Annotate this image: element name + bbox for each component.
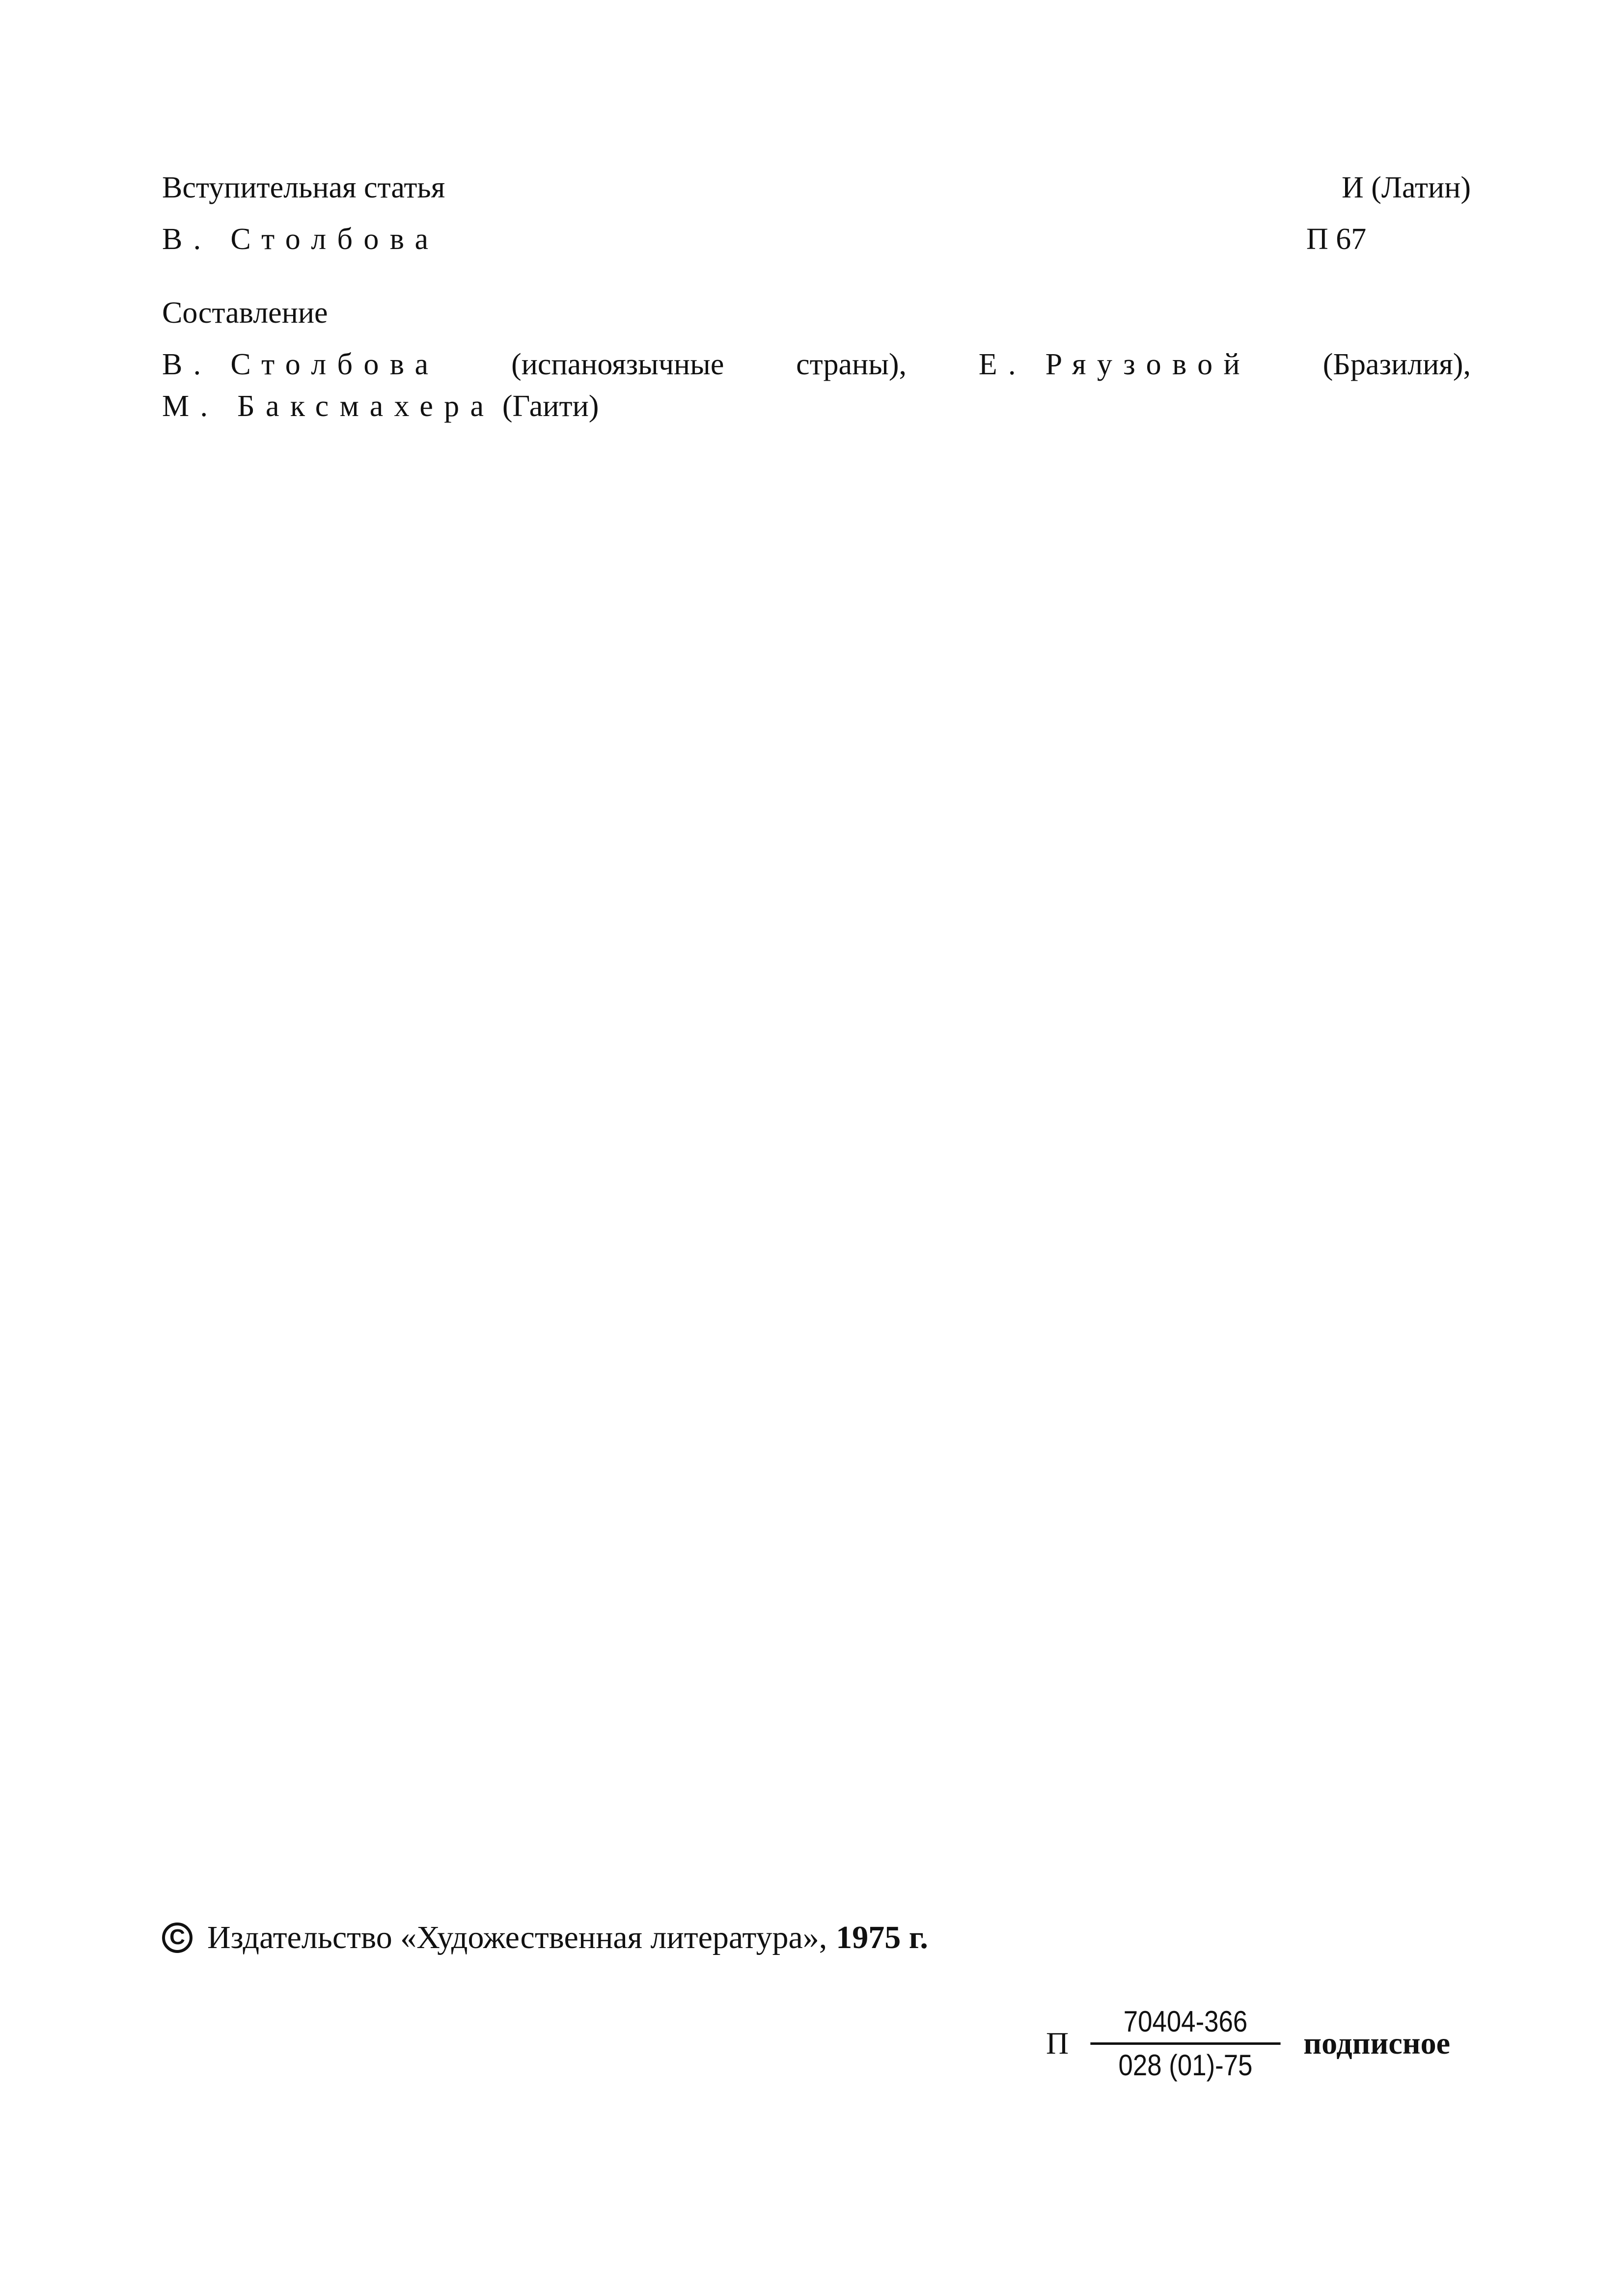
copyright-publisher: Издательство «Художественная литература», bbox=[207, 1920, 827, 1955]
intro-article-heading: Вступительная статья bbox=[162, 171, 445, 204]
classification-code: И (Латин) bbox=[1342, 171, 1471, 204]
copyright-year: 1975 г. bbox=[836, 1920, 928, 1955]
compiler-name-3: М. Баксмахера bbox=[162, 390, 495, 423]
index-numerator: 70404-366 bbox=[1123, 2005, 1248, 2038]
index-letter: П bbox=[1046, 2026, 1069, 2061]
intro-article-author: В. Столбова bbox=[162, 223, 440, 256]
compilers-line-2 bbox=[162, 388, 599, 424]
index-fraction bbox=[1091, 2004, 1281, 2083]
copyright-line bbox=[162, 1918, 928, 1957]
compiler-name-1: В. Столбова bbox=[162, 348, 440, 381]
compiler-note-1b: страны), bbox=[796, 348, 907, 381]
compilers-line-1 bbox=[162, 346, 1471, 383]
copyright-icon: C bbox=[162, 1923, 193, 1953]
publication-index-code bbox=[1046, 2004, 1450, 2083]
compiler-note-1a: (испаноязычные bbox=[511, 348, 724, 381]
classification-index: П 67 bbox=[1306, 223, 1367, 256]
compiler-note-2: (Бразилия), bbox=[1322, 348, 1471, 381]
index-denominator: 028 (01)-75 bbox=[1118, 2049, 1253, 2082]
compilation-heading: Составление bbox=[162, 296, 328, 330]
compiler-note-3: (Гаити) bbox=[502, 390, 599, 423]
index-suffix: подписное bbox=[1303, 2026, 1451, 2061]
compiler-name-2: Е. Ряузовой bbox=[978, 348, 1251, 381]
